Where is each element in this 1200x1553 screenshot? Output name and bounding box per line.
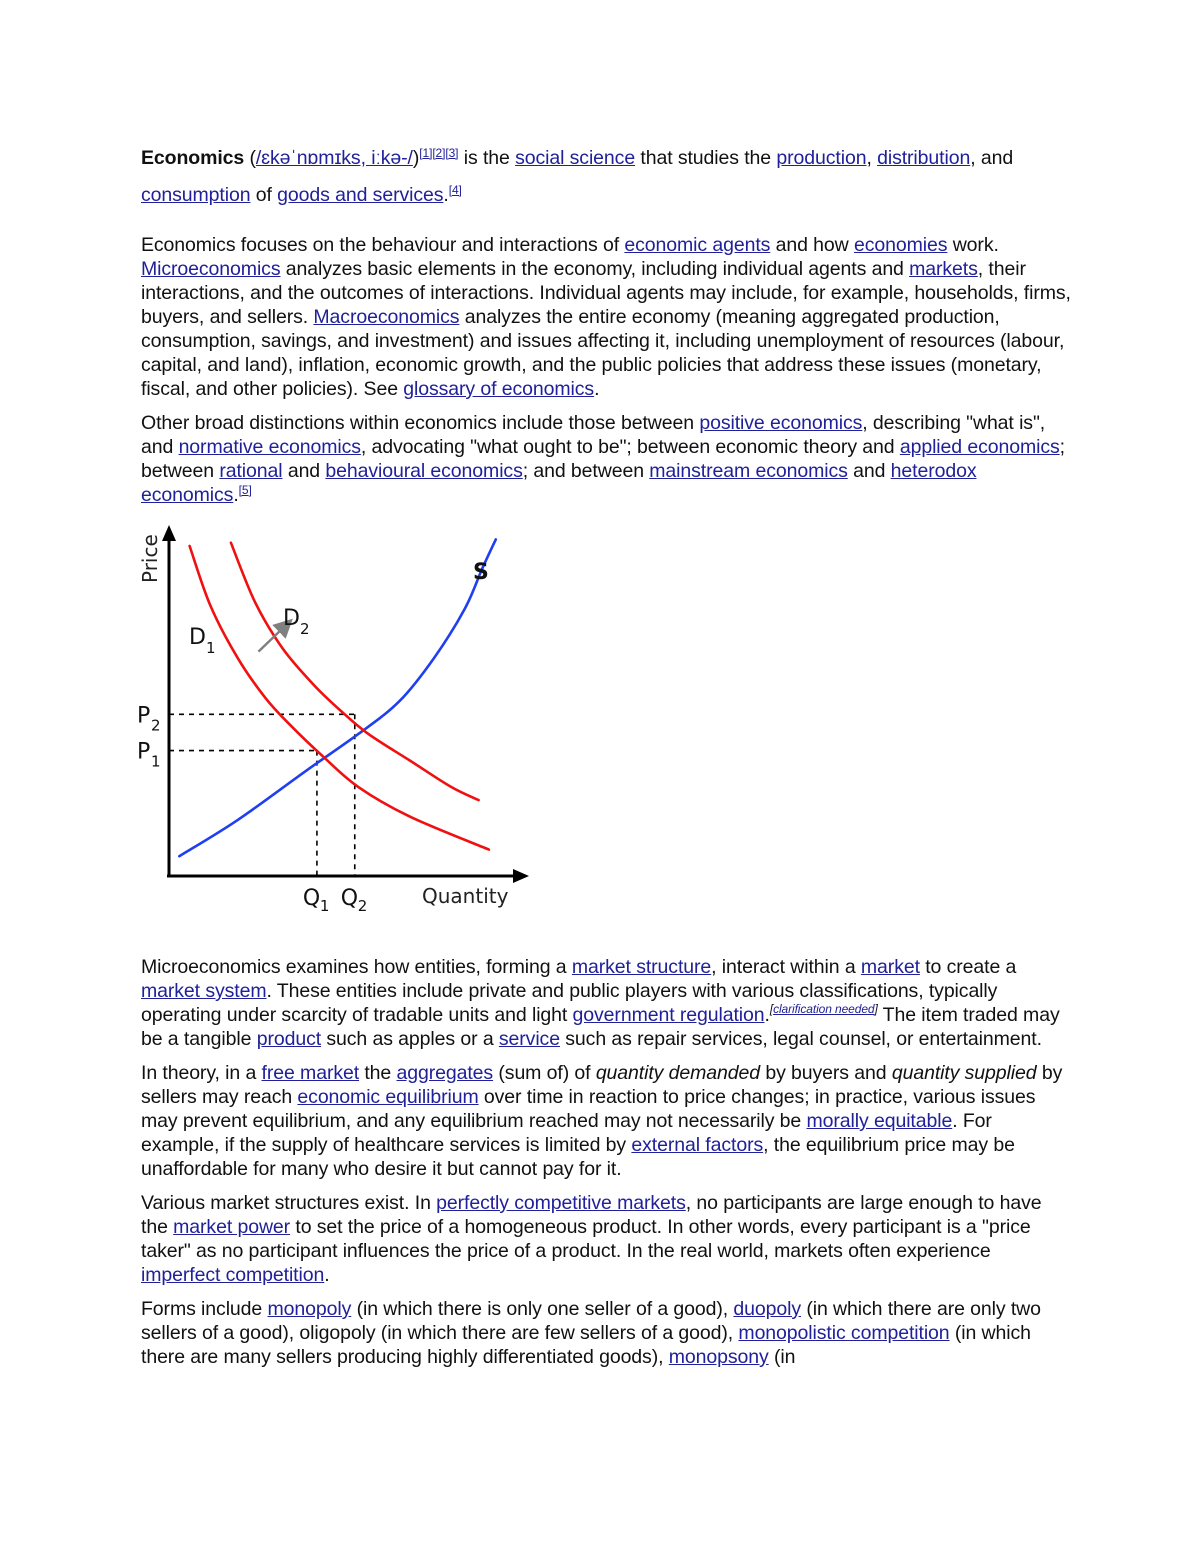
term-economics: Economics bbox=[141, 147, 245, 169]
paragraph-microeconomics bbox=[141, 955, 1071, 1051]
text: the bbox=[359, 1062, 397, 1084]
text: ) bbox=[412, 147, 420, 169]
link-macroeconomics[interactable]: Macroeconomics bbox=[313, 306, 460, 328]
price-label-sub-2: 2 bbox=[151, 716, 161, 735]
text: such as repair services, legal counsel, or entertainment. bbox=[559, 1028, 1042, 1050]
demand2-label-sub: 2 bbox=[300, 620, 310, 638]
link-duopoly[interactable]: duopoly bbox=[733, 1298, 802, 1320]
text: In theory, in a bbox=[141, 1062, 262, 1084]
term-quantity-demanded: quantity demanded bbox=[595, 1062, 760, 1084]
text: Forms include bbox=[141, 1298, 268, 1320]
text: . For example, if the supply of healthcare services is limited by bbox=[141, 1110, 992, 1156]
text: , interact within a bbox=[711, 956, 861, 978]
x-axis-arrow-icon bbox=[513, 869, 529, 883]
price-label-1: P bbox=[137, 739, 151, 765]
text: . bbox=[594, 378, 600, 400]
text: over time in reaction to price changes; in practice, various issues may prevent equilibrium, and any equilibrium reached may not necessarily be bbox=[141, 1086, 1036, 1132]
quantity-label-1: Q bbox=[302, 886, 321, 911]
demand1-label: D bbox=[189, 625, 206, 650]
paragraph-distinctions bbox=[141, 411, 1071, 507]
curve-d2 bbox=[231, 543, 479, 800]
text: , describing "what is", and bbox=[141, 412, 1046, 458]
text: ; and between bbox=[522, 460, 650, 482]
link-monopsony[interactable]: monopsony bbox=[668, 1346, 769, 1368]
link-glossary[interactable]: glossary of economics bbox=[403, 378, 595, 400]
demand2-label: D bbox=[283, 606, 300, 631]
text: and bbox=[282, 460, 326, 482]
text: to create a bbox=[919, 956, 1017, 978]
link-economies[interactable]: economies bbox=[853, 234, 948, 256]
text: ( bbox=[244, 147, 256, 169]
link-market-system[interactable]: market system bbox=[141, 980, 267, 1002]
text: , the equilibrium price may be unaffordable for many who desire it but cannot pay for it. bbox=[141, 1134, 1015, 1180]
text: work. bbox=[947, 234, 999, 256]
link-morally-equitable[interactable]: morally equitable bbox=[806, 1110, 953, 1132]
text: (in which there are only two sellers of a good), oligopoly (in which there are few sellers of a good), bbox=[141, 1298, 1041, 1344]
link-aggregates[interactable]: aggregates bbox=[396, 1062, 494, 1084]
quantity-label-sub-2: 2 bbox=[357, 897, 368, 915]
intro-paragraph bbox=[141, 140, 1071, 214]
link-heterodox-economics[interactable]: heterodox economics bbox=[141, 460, 977, 506]
text: The item traded may be a tangible bbox=[141, 1004, 1060, 1050]
text: , and bbox=[970, 147, 1014, 169]
clarification-needed-note bbox=[770, 1002, 878, 1016]
link-economic-agents[interactable]: economic agents bbox=[624, 234, 771, 256]
link-external-factors[interactable]: external factors bbox=[631, 1134, 764, 1156]
link-clarification-needed[interactable]: clarification needed bbox=[773, 1002, 875, 1016]
text: such as apples or a bbox=[321, 1028, 499, 1050]
text: of bbox=[250, 184, 278, 206]
link-perfectly-competitive-markets[interactable]: perfectly competitive markets bbox=[436, 1192, 686, 1214]
quantity-label-sub-1: 1 bbox=[319, 897, 330, 915]
link-distribution[interactable]: distribution bbox=[877, 147, 971, 169]
link-market[interactable]: market bbox=[860, 956, 920, 978]
text: Economics focuses on the behaviour and interactions of bbox=[141, 234, 625, 256]
text: ; between bbox=[141, 436, 1065, 482]
paragraph-focus bbox=[141, 233, 1071, 401]
text: (in which there is only one seller of a good), bbox=[351, 1298, 734, 1320]
text: . bbox=[233, 484, 239, 506]
text: that studies the bbox=[635, 147, 777, 169]
curve-d1 bbox=[190, 546, 489, 850]
link-rational[interactable]: rational bbox=[219, 460, 283, 482]
link-free-market[interactable]: free market bbox=[261, 1062, 360, 1084]
supply-demand-chart bbox=[133, 521, 553, 921]
ref-5[interactable]: [5] bbox=[238, 483, 252, 497]
text: Microeconomics examines how entities, forming a bbox=[141, 956, 572, 978]
link-product[interactable]: product bbox=[256, 1028, 322, 1050]
link-consumption[interactable]: consumption bbox=[141, 184, 251, 206]
ref-4[interactable]: [4] bbox=[448, 183, 462, 197]
link-imperfect-competition[interactable]: imperfect competition bbox=[141, 1264, 325, 1286]
link-market-power[interactable]: market power bbox=[173, 1216, 291, 1238]
text: (in which there are many sellers producing highly differentiated goods), bbox=[141, 1322, 1031, 1368]
x-axis-label: Quantity bbox=[422, 884, 509, 908]
link-goods-and-services[interactable]: goods and services bbox=[277, 184, 444, 206]
text: to set the price of a homogeneous product. In other words, every participant is a "price taker" as no participant influences the price of a product. In the real world, markets often experience bbox=[141, 1216, 1031, 1262]
paragraph-market-structures bbox=[141, 1191, 1071, 1287]
text: Other broad distinctions within economics include those between bbox=[141, 412, 700, 434]
link-behavioural-economics[interactable]: behavioural economics bbox=[325, 460, 523, 482]
link-social-science[interactable]: social science bbox=[515, 147, 636, 169]
text: , bbox=[866, 147, 878, 169]
curve-s bbox=[179, 539, 496, 856]
text: by buyers and bbox=[760, 1062, 892, 1084]
text: . These entities include private and public players with various classifications, typically operating under scarcity of tradable units and light bbox=[141, 980, 998, 1026]
text: , advocating "what ought to be"; between economic theory and bbox=[360, 436, 900, 458]
link-economic-equilibrium[interactable]: economic equilibrium bbox=[297, 1086, 479, 1108]
text: . bbox=[324, 1264, 330, 1286]
text: and how bbox=[770, 234, 854, 256]
link-normative-economics[interactable]: normative economics bbox=[178, 436, 361, 458]
price-label-2: P bbox=[137, 703, 151, 729]
link-market-structure[interactable]: market structure bbox=[571, 956, 712, 978]
text: and bbox=[847, 460, 891, 482]
link-monopoly[interactable]: monopoly bbox=[267, 1298, 352, 1320]
text: ] bbox=[874, 1002, 878, 1016]
link-production[interactable]: production bbox=[776, 147, 867, 169]
link-service[interactable]: service bbox=[498, 1028, 560, 1050]
link-positive-economics[interactable]: positive economics bbox=[699, 412, 863, 434]
y-axis-arrow-icon bbox=[162, 525, 176, 541]
pronunciation-link[interactable]: /ɛkəˈnɒmɪks, iːkə-/ bbox=[255, 147, 413, 169]
link-government-regulation[interactable]: government regulation bbox=[572, 1004, 765, 1026]
text: , their interactions, and the outcomes of interactions. Individual agents may include, for example, households, firms, buyers, and sellers. bbox=[141, 258, 1071, 328]
y-axis-label: Price bbox=[138, 534, 162, 583]
text: analyzes the entire economy (meaning aggregated production, consumption, savings, and investment) and issues affecting it, including unemployment of resources (labour, capital, and land), inflation, economic growth, and the public policies that address these issues (monetary, fiscal, and other policies). See bbox=[141, 306, 1065, 400]
ref-1-2-3[interactable]: [1][2][3] bbox=[419, 146, 459, 160]
text: is the bbox=[458, 147, 516, 169]
text: (in bbox=[768, 1346, 796, 1368]
text: , no participants are large enough to have the bbox=[141, 1192, 1042, 1238]
link-microeconomics[interactable]: Microeconomics bbox=[141, 258, 281, 280]
text: . bbox=[443, 184, 449, 206]
text: Various market structures exist. In bbox=[141, 1192, 437, 1214]
link-markets[interactable]: markets bbox=[909, 258, 978, 280]
link-monopolistic-competition[interactable]: monopolistic competition bbox=[738, 1322, 950, 1344]
text: by sellers may reach bbox=[141, 1062, 1063, 1108]
text: (sum of) of bbox=[493, 1062, 596, 1084]
price-label-sub-1: 1 bbox=[151, 752, 161, 771]
document-page bbox=[137, 140, 1071, 1369]
quantity-label-2: Q bbox=[340, 886, 359, 911]
link-applied-economics[interactable]: applied economics bbox=[899, 436, 1060, 458]
text: . bbox=[764, 1004, 770, 1026]
term-quantity-supplied: quantity supplied bbox=[891, 1062, 1037, 1084]
paragraph-forms bbox=[141, 1297, 1071, 1369]
paragraph-free-market bbox=[141, 1061, 1071, 1181]
text: analyzes basic elements in the economy, including individual agents and bbox=[280, 258, 910, 280]
supply-label: S bbox=[473, 560, 489, 585]
chart-svg bbox=[133, 521, 553, 921]
link-mainstream-economics[interactable]: mainstream economics bbox=[649, 460, 848, 482]
demand1-label-sub: 1 bbox=[206, 639, 216, 657]
text: [ bbox=[769, 1002, 774, 1016]
